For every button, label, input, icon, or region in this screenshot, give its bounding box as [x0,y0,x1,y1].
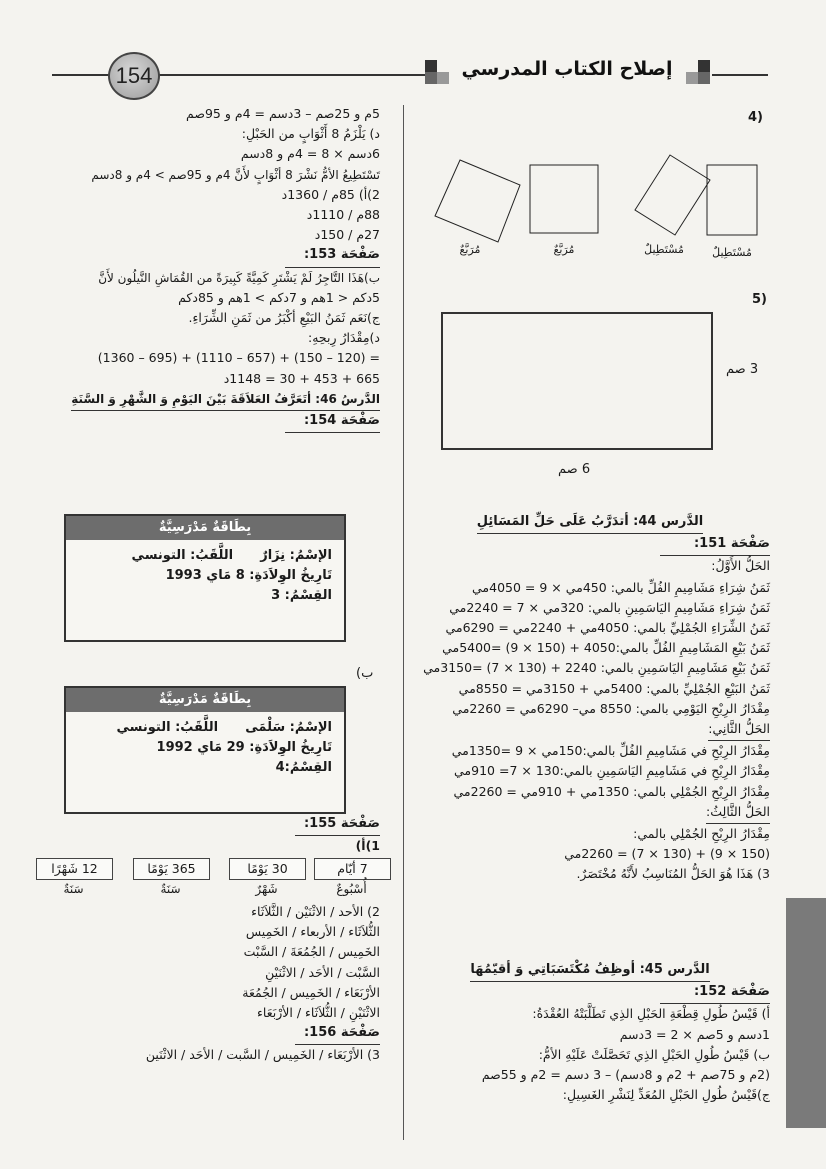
lesson44-title: الدَّرس 44: أتدَرَّبُ عَلَى حَلِّ المَسَائِلِ [477,512,704,534]
time-box-month: 30 يَوْمًا [229,858,306,880]
card-dob-line: تَارِيخُ الوِلاَدَةِ: 29 مَاي 1992 [156,740,332,755]
page-154-heading: صَفْحَة 154: [285,411,380,433]
text-line: (2م و 75صم + 2م و 8دسم) – 3 دسم = 2م و 55صم [481,1067,770,1083]
text-line: ج)نَعَم ثَمَنُ البَيْعِ أكْبَرُ من ثَمَنِ الشِّرَاءِ. [188,310,380,326]
header-rule-left [52,74,110,76]
solution-2-heading: الحَلُّ الثَّانِي: [708,719,770,741]
text-line: (1360 – 695) + (1110 – 657) + (150 – 120) = [97,350,380,366]
text-line: مِقْدَارُ الرِبْحِ في مَشَامِيمِ اليَاسَمِينِ بالمي:130 × 7= 910مي [454,763,770,779]
school-card-2 [64,686,346,814]
time-box-year-days: 365 يَوْمًا [133,858,210,880]
time-caption-year-days: سَنَةٌ [160,882,181,896]
text-line: الأرْبَعَاء / الخَمِيس / الجُمُعَة [242,984,380,1000]
text-line: (150 × 9) + (130 × 7) = 2260مي [564,846,770,862]
shape-square-upright [530,165,598,233]
text-line: مِقْدَارُ الرِبْحِ في مَشَامِيمِ الفُلِّ بالمي:150مي × 9 =1350مي [451,743,770,759]
card-name-line: الإسْمُ: نِزَارٌ اللَّقَبُ: التونسي [131,548,332,563]
text-line: مِقْدَارُ الرِبْحِ الجُمْلِي بالمي: 1350مي + 910مي = 2260مي [453,783,770,799]
column-divider [403,105,404,1140]
shape-caption-3: مُرَبَّعٌ [553,243,575,256]
text-line: ثَمَنُ الشِّرَاءِ الجُمْلِيِّ بالمي: 4050مي + 2240مي = 6290مي [445,620,770,636]
text-line: 88م / 1110د [306,207,380,223]
lesson44-page: صَفْحَة 151: [660,534,770,556]
page-156-heading: صَفْحَة 156: [295,1023,380,1045]
text-line: مِقْدَارُ الرِبْحِ اليَوْمِي بالمي: 8550 مي– 6290مي = 2260مي [452,700,770,716]
time-caption-year-months: سَنَةٌ [63,882,84,896]
card-title: بِطَاقَةٌ مَدْرَسِيَّةٌ [66,688,344,712]
page-155-heading: صَفْحَة 155: [295,814,380,836]
rect-height-label: 3 صم [726,362,759,377]
card-title: بِطَاقَةٌ مَدْرَسِيَّةٌ [66,516,344,540]
header-title: إصلاح الكتاب المدرسي [461,58,673,80]
text-line: 3) هَذَا هُوَ الحَلُّ المُنَاسِبُ لأَنَّهُ مُخْتَصَرٌ. [576,866,770,882]
text-line: 1دسم و 5صم × 2 = 3دسم [619,1026,770,1042]
page-153-heading: صَفْحَة 153: [285,245,380,267]
text-line: ثَمَنُ بَيْعِ مَشَامِيمِ اليَاسَمِينِ بالمي: 2240 + (130 × 7) =3150مي [423,660,770,676]
shape-caption-4: مُرَبَّعٌ [459,243,481,256]
page-155-block [44,814,380,856]
text-line: 3) الأرْبَعَاء / الخَمِيس / السَّبت / الأحَد / الاثْنَين [145,1047,380,1063]
q5-label: (5 [752,292,767,307]
text-line: د)مِقْدَارُ رِبحِهِ: [307,330,380,346]
part-b-label: ب) [356,666,374,681]
header-rule-right [712,74,768,76]
text-line: 2) الأحد / الاثْنَيْن / الثَّلاَثَاء [251,904,380,919]
text-line: ثَمَنُ بَيْعِ المَشَامِيمِ الفُلِّ بالمي:4050 + (150 × 9) =5400مي [442,640,770,656]
text-line: الاثْنَيْنِ / الثُّلاَثَاء / الأرْبَعَاء [257,1005,380,1021]
header-rule-mid [155,74,425,76]
q4-label: (4 [748,110,763,125]
shapes-figure [430,150,770,245]
time-caption-week: أُسْبُوعٌ [336,882,367,896]
card-class-line: القِسْمُ:4 [275,760,332,775]
shape-square-tilted [435,160,520,242]
text-line: د) يَلْزَمُ 8 أَثْوَابٍ من الحَبْلِ: [241,126,380,142]
solution-3-heading: الحَلُّ الثَّالِثُ: [706,802,770,824]
text-line: ب) قَيْسُ طُولِ الحَبْلِ الذِي تَحَصَّلَتْ عَلَيْهِ الأمُّ: [538,1046,770,1062]
text-line: 2)أ) 85م / 1360د [281,186,380,202]
card-class-line: القِسْمُ: 3 [271,588,332,603]
text-line: ثَمَنُ شِرَاءِ مَشَامِيمِ الفُلِّ بالمي: 450مي × 9 = 4050مي [472,579,770,595]
text-line: الخَمِيس / الجُمُعَةَ / السَّبْت [243,944,380,960]
side-tab [786,898,826,1128]
lesson45 [410,960,770,1105]
shape-caption-1: مُسْتَطِيلٌ [712,246,752,259]
lesson45-title: الدَّرس 45: أوظِفُ مُكْتَسَبَاتِي وَ أقيّمُهَا [470,960,709,982]
rectangle-3x6 [441,312,713,450]
solution-1-heading: الحَلُّ الأَوَّلُ: [711,558,770,574]
text-line: ب)هَذَا التَّاجِرُ لَمْ يَشْتَرِ كَمِيَّةً كَبِيرَةً من القُمَاشِ النَّيلُون لأَنَّ [98,270,380,285]
text-line: السَّبْت / الأحَد / الاثْنَيْنِ [265,964,380,980]
q2-block [44,902,380,1066]
text-line: الثُّلاَثَاء / الأربعاء / الخَمِيس [245,924,380,940]
text-line: ثَمَنُ شِرَاءِ مَشَامِيمِ اليَاسَمِينِ بالمي: 320مي × 7 = 2240مي [449,599,770,615]
text-line: تَسْتَطِيعُ الأمُّ نَشْرَ 8 أثْوَابٍ لأَنَّ 4م و 95صم > 4م و 8دسم [91,167,380,182]
text-line: 5م و 25صم – 3دسم = 4م و 95صم [186,106,380,121]
q1a-label: 1)أ) [355,838,380,854]
lesson44 [410,512,770,885]
time-caption-month: شَهْرٌ [255,882,278,896]
text-line: 5دكم < 1هم و 7دكم > 1هم و 85دكم [178,289,380,305]
text-line: 6دسم × 8 = 4م و 8دسم [240,146,380,162]
shape-caption-2: مُسْتَطِيلٌ [644,243,684,256]
school-card-1 [64,514,346,642]
lesson46-title: الدَّرسُ 46: أتَعَرَّفُ العَلاَقَةَ بَيْنَ اليَوْمِ وَ الشَّهْرِ وَ السَّنَةِ [71,389,380,411]
text-line: ج)قَيْسُ طُولِ الحَبْلِ المُعَدِّ لِنَشْرِ الغَسِيلِ: [562,1087,770,1103]
lesson45-page: صَفْحَة 152: [660,982,770,1004]
text-line: أ) قَيْسُ طُولِ قِطْعَةِ الحَبْلِ الذِي تَطَلَّبَتْهُ العُقْدَةُ: [532,1006,770,1022]
time-box-year-months: 12 شَهْرًا [36,858,113,880]
text-line: مِقْدَارُ الرِبْحِ الجُمْلِي بالمي: [633,826,770,842]
text-line: 27م / 150د [314,227,380,243]
left-top-block [44,104,380,433]
page-number-badge: 154 [108,52,160,100]
card-name-line: الإسْمُ: سَلْمَى اللَّقَبُ: التونسي [116,720,332,735]
rect-width-label: 6 صم [558,462,591,477]
text-line: 665 + 453 + 30 = 1148د [223,370,380,386]
card-dob-line: تَارِيخُ الوِلاَدَةِ: 8 مَاي 1993 [165,568,332,583]
shape-rectangle-tilted [635,155,710,235]
text-line: ثَمَنُ البَيْعِ الجُمْلِيِّ بالمي: 5400مي + 3150مي = 8550مي [458,680,770,696]
shape-rectangle-upright [707,165,757,235]
time-box-week: 7 أيّام [314,858,391,880]
